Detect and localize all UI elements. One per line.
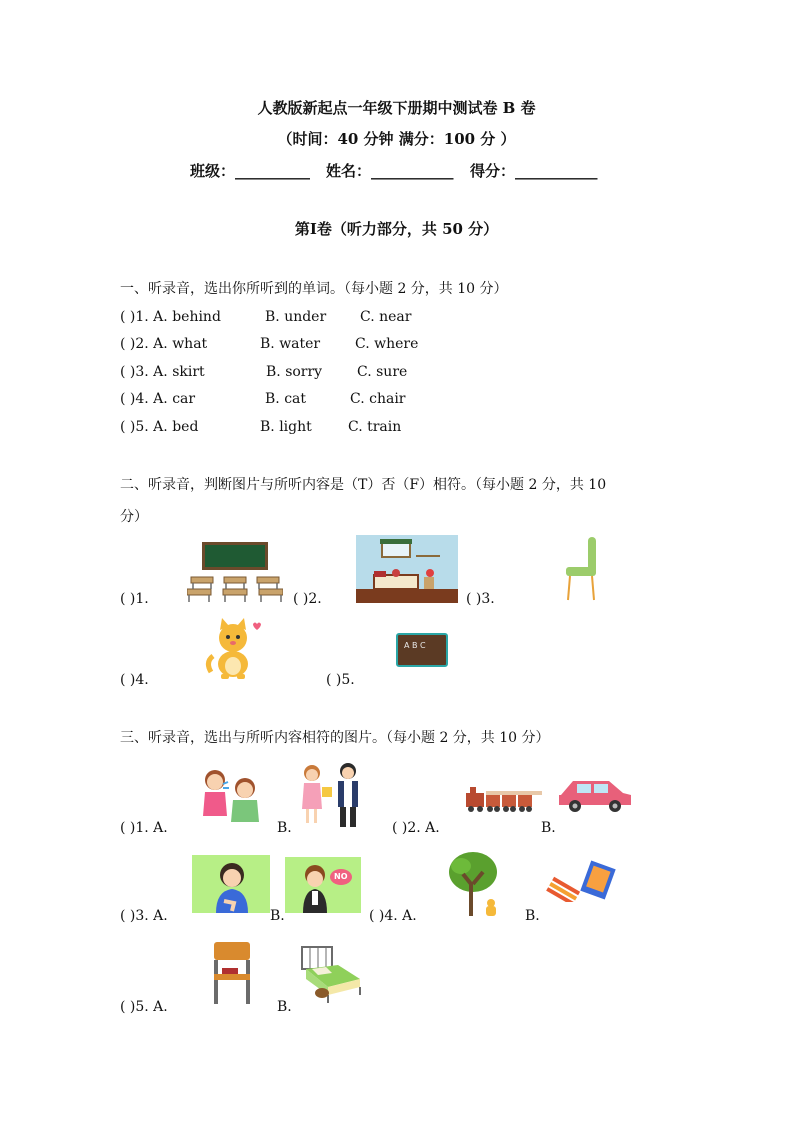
class-field[interactable]: 班级：__________ [190, 162, 311, 180]
train-picture [466, 785, 544, 813]
s2-item-4[interactable]: ( )4. [120, 672, 149, 688]
bedroom-picture [356, 535, 458, 603]
blackboard-text: A B C [404, 641, 426, 650]
boy-saying-no-picture [285, 857, 361, 913]
s3-q3-a[interactable]: ( )3. A. [120, 908, 168, 924]
woman-picture [192, 855, 270, 913]
page-title: 人教版新起点一年级下册期中测试卷 B 卷 [257, 99, 536, 117]
s3-q3-b[interactable]: B. [270, 908, 285, 924]
bed-picture [298, 943, 362, 1005]
exam-info: （时间：40 分钟 满分：100 分 ） [277, 130, 516, 148]
score-field[interactable]: 得分：___________ [470, 162, 598, 180]
s2-item-5[interactable]: ( )5. [326, 672, 355, 688]
section3-heading: 三、听录音，选出与所听内容相符的图片。（每小题 2 分，共 10 分） [120, 730, 550, 746]
part-title: 第Ⅰ卷（听力部分，共 50 分） [294, 220, 499, 238]
s3-q1-a[interactable]: ( )1. A. [120, 820, 168, 836]
s2-item-2[interactable]: ( )2. [293, 591, 322, 607]
s3-q2-b[interactable]: B. [541, 820, 556, 836]
section1-heading: 一、听录音，选出你所听到的单词。（每小题 2 分，共 10 分） [120, 281, 508, 297]
s3-q4-a[interactable]: ( )4. A. [369, 908, 417, 924]
item-1-a[interactable]: ( )1. A. behind [120, 309, 221, 325]
section2-heading: 二、听录音，判断图片与所听内容是（T）否（F）相符。（每小题 2 分，共 10 [120, 477, 607, 493]
s3-q2-a[interactable]: ( )2. A. [392, 820, 440, 836]
classroom-picture [187, 541, 283, 603]
s3-q1-b[interactable]: B. [277, 820, 292, 836]
item-2-c[interactable]: C. where [355, 336, 419, 352]
chair-picture [564, 537, 598, 601]
item-3-c[interactable]: C. sure [357, 364, 408, 380]
item-1-b[interactable]: B. under [265, 309, 327, 325]
item-3-a[interactable]: ( )3. A. skirt [120, 364, 205, 380]
item-5-a[interactable]: ( )5. A. bed [120, 419, 199, 435]
desk-chair-picture [210, 940, 254, 1006]
item-4-a[interactable]: ( )4. A. car [120, 391, 196, 407]
s2-item-3[interactable]: ( )3. [466, 591, 495, 607]
item-1-c[interactable]: C. near [360, 309, 412, 325]
crying-kids-picture [193, 766, 269, 826]
item-5-b[interactable]: B. light [260, 419, 312, 435]
blackboard-picture [396, 633, 448, 667]
cat-picture [205, 616, 261, 680]
tree-and-cat-picture [445, 850, 505, 920]
item-2-a[interactable]: ( )2. A. what [120, 336, 208, 352]
item-4-b[interactable]: B. cat [265, 391, 307, 407]
car-picture [557, 777, 633, 813]
name-field[interactable]: 姓名：___________ [326, 162, 454, 180]
s3-q5-a[interactable]: ( )5. A. [120, 999, 168, 1015]
item-2-b[interactable]: B. water [260, 336, 321, 352]
item-4-c[interactable]: C. chair [350, 391, 406, 407]
s2-item-1[interactable]: ( )1. [120, 591, 149, 607]
no-speech-text: NO [334, 872, 348, 881]
s3-q4-b[interactable]: B. [525, 908, 540, 924]
girl-and-boy-picture [296, 761, 366, 829]
section2-heading-cont: 分） [120, 509, 148, 525]
s3-q5-b[interactable]: B. [277, 999, 292, 1015]
item-3-b[interactable]: B. sorry [266, 364, 323, 380]
item-5-c[interactable]: C. train [348, 419, 402, 435]
book-and-pencils-picture [545, 860, 617, 902]
